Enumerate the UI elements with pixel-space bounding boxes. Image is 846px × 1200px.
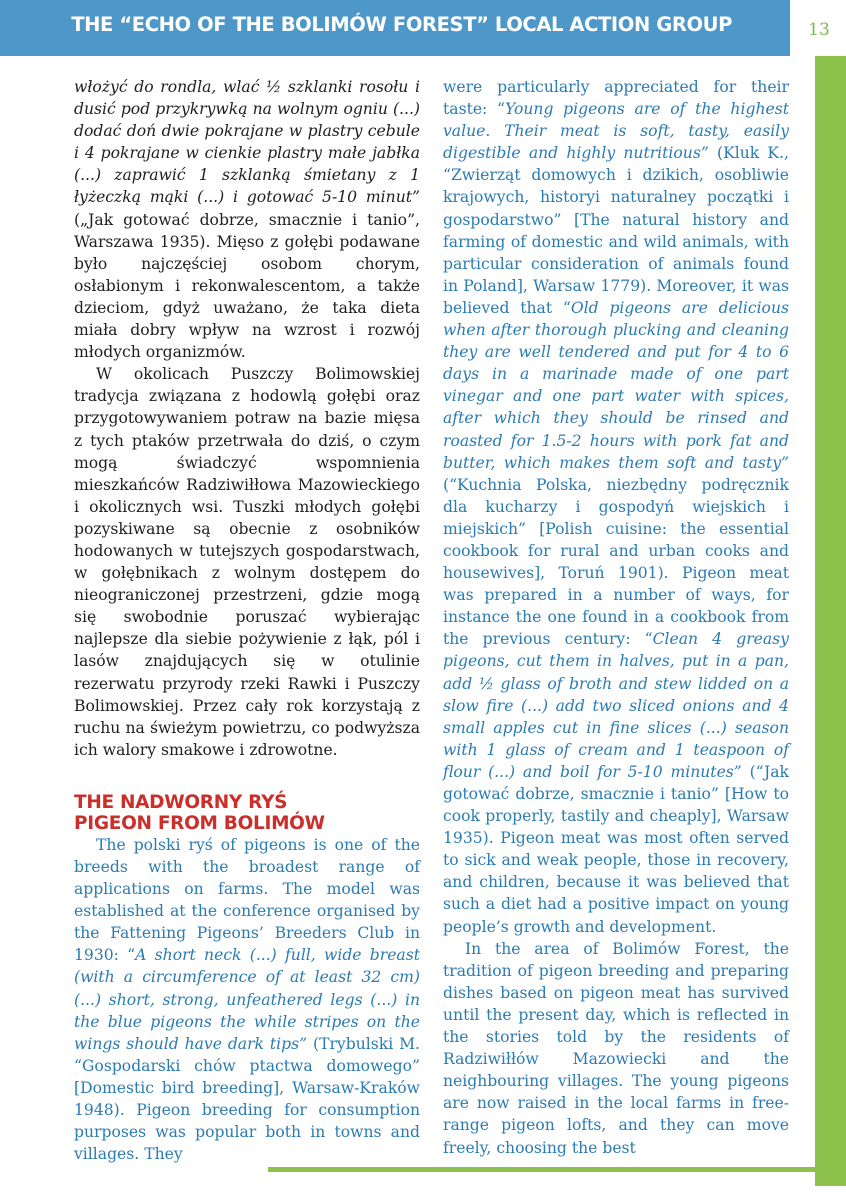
- english-paragraph-2: In the area of Bolimów Forest, the tradition of pigeon breeding and preparing dishes based on pigeon meat has survived until the present day, which is reflected in the stories told by the residents of Radziwiłłów Mazowiecki and the neighbouring villages. The young pigeons are now raised in the local farms in free-range pigeon lofts, and they can move freely, choosing the best: [443, 939, 789, 1157]
- polish-paragraph-2: W okolicach Puszczy Bolimowskiej tradycja związana z hodowlą gołębi oraz przygotowywaniem potraw na bazie mięsa z tych ptaków przetrwała do dziś, o czym mogą świadczyć wspomnienia mieszkańców Radziwiłłowa Mazowieckiego i okolicznych wsi. Tuszki młodych gołębi pozyskiwane są obecnie z osobników hodowanych w tutejszych gospodarstwach, w gołębnikach z wolnym dostępem do nieograniczonej przestrzeni, gdzie mogą się swobodnie poruszać wybierając najlepsze dla siebie pożywienie z łąk, pól i lasów znajdujących się w otulinie rezerwatu przyrody rzeki Rawki i Puszczy Bolimowskiej. Przez cały rok korzystają z ruchu na świeżym powietrzu, co podwyższa ich walory smakowe i zdrowotne.: [74, 365, 420, 759]
- text-segment-1: were particularly appreciated for their taste: “: [443, 78, 789, 119]
- quote-old-pigeons: Old pigeons are delicious when after thorough plucking and cleaning they are well tendered and put for 4 to 6 days in a marinade made of one part vinegar and one part water with spices, after which they should be rinsed and roasted for 1.5-2 hours with pork fat and butter, which makes them soft and tasty”: [443, 298, 789, 472]
- bottom-accent-line: [268, 1167, 816, 1172]
- left-column: [74, 76, 420, 1165]
- polish-recipe-quote: włożyć do rondla, wlać ½ szklanki rosołu i dusić pod przykrywką na wolnym ogniu (...) dodać doń dwie pokrajane w plastry cebule i 4 pokrajane w cienkie plastry małe jabłka (...) zaprawić 1 szklanką śmietany z 1 łyżeczką mąki (...) i gotować 5-10 minut”: [74, 78, 420, 207]
- quote-recipe: Clean 4 greasy pigeons, cut them in halves, put in a pan, add ½ glass of broth and stew lidded on a slow fire (...) add two sliced onions and 4 small apples cut in fine slices (...) season with 1 glass of cream and 1 teaspoon of flour (...) and boil for 5-10 minutes”: [443, 630, 789, 781]
- breed-standard-quote: A short neck (...) full, wide breast (with a circumference of at least 32 cm) (...) short, strong, unfeathered legs (...) in the blue pigeons the while stripes on the wings should have dark tips”: [74, 946, 421, 1053]
- page-number: 13: [808, 20, 830, 40]
- side-accent-strip: [815, 56, 846, 1186]
- english-intro-text: The polski ryś of pigeons is one of the breeds with the broadest range of applications on farms. The model was established at the conference organised by the Fattening Pigeons’ Breeders Club in 1930: “: [74, 835, 420, 965]
- english-intro-citation: (Trybulski M. “Gospodarski chów ptactwa domowego” [Domestic bird breeding], Warsaw-Kraków 1948). Pigeon breeding for consumption purposes was popular both in towns and villages. They: [74, 1034, 420, 1164]
- polish-citation-text: („Jak gotować dobrze, smacznie i tanio”, Warszawa 1935). Mięso z gołębi podawane było najczęściej osobom chorym, osłabionym i rekonwalescentom, a także dzieciom, gdyż uważano, że taka dieta miała dobry wpływ na wzrost i rozwój młodych organizmów.: [74, 210, 420, 362]
- right-column: [443, 76, 789, 1159]
- section-heading: [74, 792, 420, 834]
- page-header-title: THE “ECHO OF THE BOLIMÓW FOREST” LOCAL ACTION GROUP: [71, 13, 732, 36]
- polish-paragraph-1: [74, 76, 420, 363]
- english-paragraph-continued: [443, 76, 789, 938]
- section-heading-line-2: PIGEON FROM BOLIMÓW: [74, 812, 325, 834]
- text-segment-2: (Kluk K., “Zwierząt domowych i dzikich, osobliwie krajowych, historyi naturalney początki i gospodarstwo” [The natural history and farming of domestic and wild animals, with particular consideration of animals found in Poland], Warsaw 1779). Moreover, it was believed that “: [443, 144, 789, 317]
- english-intro-paragraph: [74, 834, 420, 1165]
- quote-young-pigeons: Young pigeons are of the highest value. Their meat is soft, tasty, easily digestible and highly nutritious”: [443, 100, 789, 163]
- section-heading-line-1: THE NADWORNY RYŚ: [74, 791, 288, 813]
- text-segment-3: (“Kuchnia Polska, niezbędny podręcznik dla kucharzy i gospodyń wiejskich i miejskich” [Polish cuisine: the essential cookbook for rural and urban cooks and housewives], Toruń 1901). Pigeon meat was prepared in a number of ways, for instance the one found in a cookbook from the previous century: “: [443, 475, 789, 649]
- text-segment-4: (“Jak gotować dobrze, smacznie i tanio” [How to cook properly, tastily and cheaply], Warsaw 1935). Pigeon meat was most often served to sick and weak people, those in recovery, and children, because it was believed that such a diet had a positive impact on young people’s growth and development.: [443, 762, 789, 936]
